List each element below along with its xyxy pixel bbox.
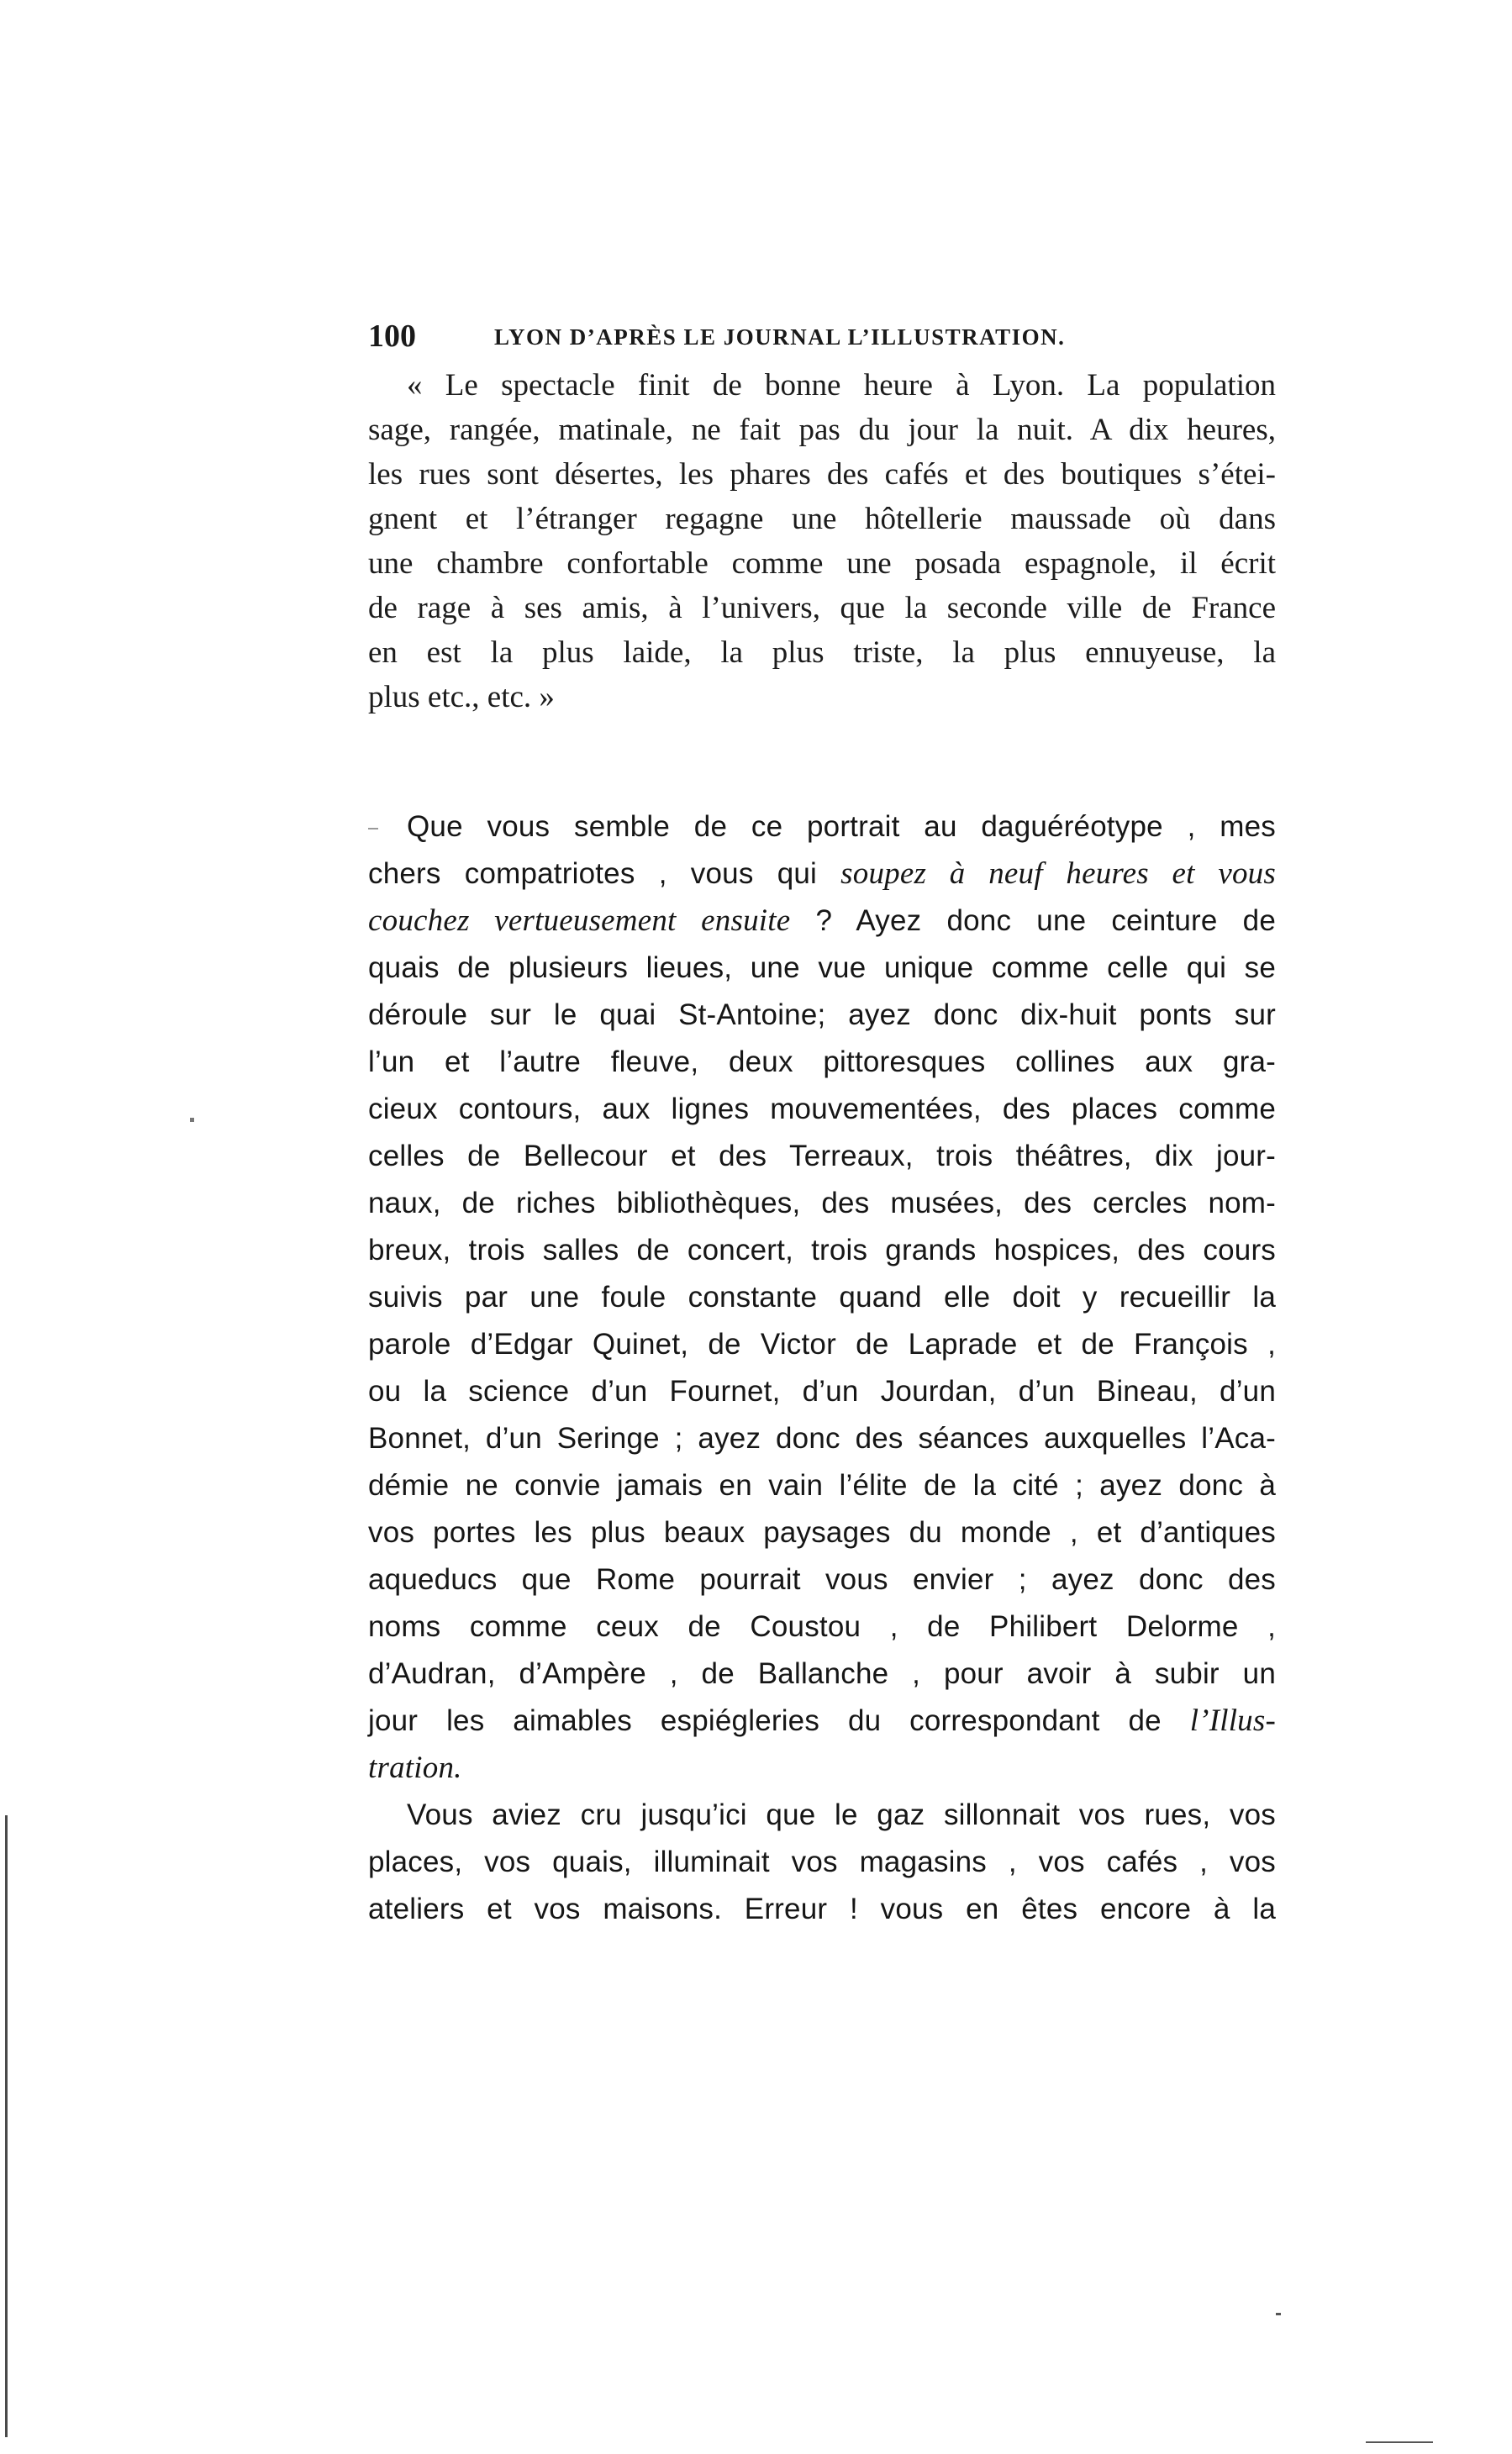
paragraph-line: vos portes les plus beaux paysages du monde , et d’antiques xyxy=(368,1516,1276,1549)
quote-line: sage, rangée, matinale, ne fait pas du jour la nuit. A dix heures, xyxy=(368,413,1276,447)
text-run: ? Ayez donc une ceinture de xyxy=(790,904,1276,937)
quote-line: une chambre confortable comme une posada espagnole, il écrit xyxy=(368,546,1276,581)
quote-line: plus etc., etc. » xyxy=(368,680,555,714)
bottom-margin-mark xyxy=(1366,2441,1433,2443)
speck-mark xyxy=(1276,2313,1281,2315)
quote-line: « Le spectacle finit de bonne heure à Lyon. La population xyxy=(407,368,1276,403)
paragraph-line: parole d’Edgar Quinet, de Victor de Laprade et de François , xyxy=(368,1328,1276,1361)
speck-mark xyxy=(190,1118,194,1122)
quote-line: en est la plus laide, la plus triste, la plus ennuyeuse, la xyxy=(368,635,1276,670)
paragraph-line: naux, de riches bibliothèques, des musées, des cercles nom- xyxy=(368,1187,1276,1219)
text-run: chers compatriotes , vous qui xyxy=(368,857,841,890)
paragraph-line: quais de plusieurs lieues, une vue unique comme celle qui se xyxy=(368,951,1276,984)
paragraph-line: ou la science d’un Fournet, d’un Jourdan, d’un Bineau, d’un xyxy=(368,1375,1276,1408)
left-margin-rule xyxy=(5,1815,8,2437)
paragraph-line: suivis par une foule constante quand elle doit y recueillir la xyxy=(368,1281,1276,1314)
paragraph-line: Vous aviez cru jusqu’ici que le gaz sillonnait vos rues, vos xyxy=(407,1798,1276,1831)
quote-line: les rues sont désertes, les phares des cafés et des boutiques s’étei- xyxy=(368,457,1276,492)
paragraph-line: aqueducs que Rome pourrait vous envier ; ayez donc des xyxy=(368,1563,1276,1596)
paragraph-line: noms comme ceux de Coustou , de Philibert Delorme , xyxy=(368,1610,1276,1643)
speck-mark xyxy=(368,828,378,829)
running-title: LYON D’APRÈS LE JOURNAL L’ILLUSTRATION. xyxy=(494,324,1066,350)
quote-line: de rage à ses amis, à l’univers, que la seconde ville de France xyxy=(368,591,1276,625)
text-run: jour les aimables espiégleries du correspondant de xyxy=(368,1704,1190,1737)
italic-phrase: soupez à neuf heures et vous xyxy=(840,856,1276,891)
italic-phrase: tration. xyxy=(368,1751,462,1785)
paragraph-line: déroule sur le quai St-Antoine; ayez donc dix-huit ponts sur xyxy=(368,998,1276,1031)
quote-line: gnent et l’étranger regagne une hôtellerie maussade où dans xyxy=(368,502,1276,536)
paragraph-line xyxy=(368,902,1276,940)
paragraph-line xyxy=(368,1702,1276,1740)
italic-phrase: couchez vertueusement ensuite xyxy=(368,903,791,938)
paragraph-line: ateliers et vos maisons. Erreur ! vous en êtes encore à la xyxy=(368,1893,1276,1925)
paragraph-line: Bonnet, d’un Seringe ; ayez donc des séances auxquelles l’Aca- xyxy=(368,1422,1276,1455)
paragraph-line: celles de Bellecour et des Terreaux, trois théâtres, dix jour- xyxy=(368,1140,1276,1172)
paragraph-line: places, vos quais, illuminait vos magasins , vos cafés , vos xyxy=(368,1846,1276,1878)
paragraph-line xyxy=(368,1749,1276,1788)
paragraph-line: breux, trois salles de concert, trois grands hospices, des cours xyxy=(368,1234,1276,1266)
page-number: 100 xyxy=(368,319,416,354)
paragraph-line: Que vous semble de ce portrait au daguéréotype , mes xyxy=(407,810,1276,843)
page-header xyxy=(368,318,1276,360)
paragraph-line: l’un et l’autre fleuve, deux pittoresques collines aux gra- xyxy=(368,1045,1276,1078)
paragraph-line xyxy=(368,855,1276,893)
paragraph-line: cieux contours, aux lignes mouvementées, des places comme xyxy=(368,1093,1276,1125)
italic-phrase: l’Illus- xyxy=(1189,1704,1276,1738)
paragraph-line: démie ne convie jamais en vain l’élite de la cité ; ayez donc à xyxy=(368,1469,1276,1502)
paragraph-line: d’Audran, d’Ampère , de Ballanche , pour avoir à subir un xyxy=(368,1657,1276,1690)
